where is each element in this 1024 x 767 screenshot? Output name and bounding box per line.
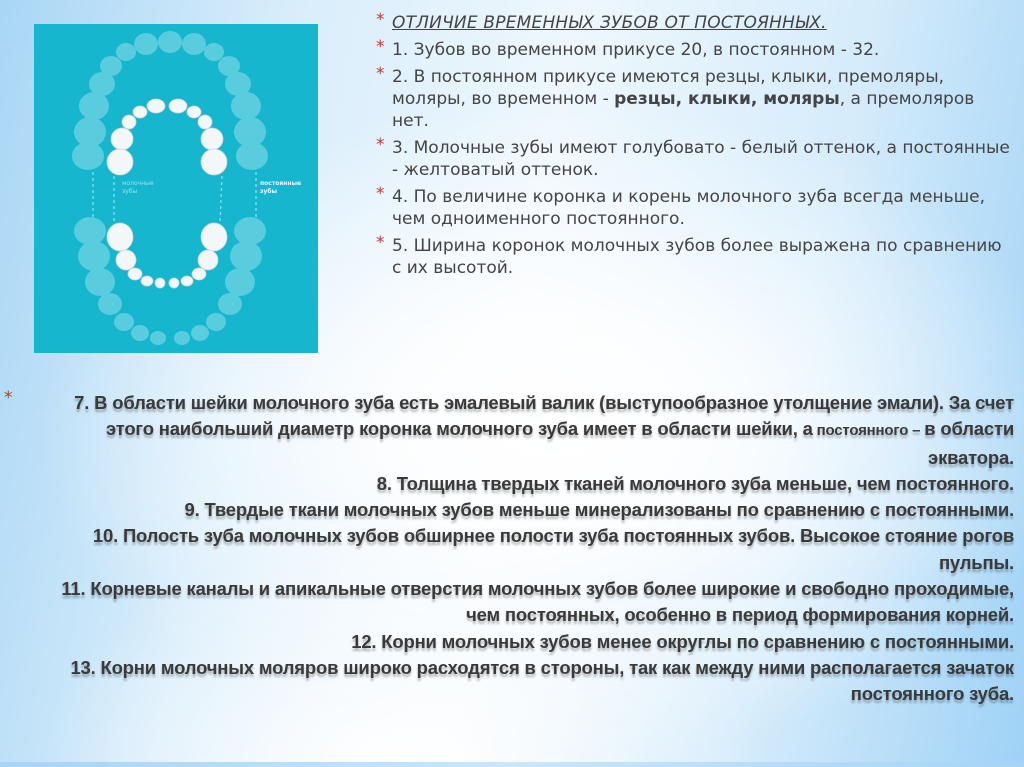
bottom-strip [0,762,1024,767]
permanent-teeth-upper [72,31,268,170]
item-text: 1. Зубов во временном прикусе 20, в постоянном - 32. [392,40,880,60]
list-item [376,137,1016,181]
item-7: 7. В области шейки молочного зуба есть эмалевый валик (выступообразное утолщение эмали). За счет этого наибольший диаметр коронка молочного зуба имеет в области шейки, а постоянного – в области экватора. [74,392,1014,468]
list-item [376,235,1016,279]
list-item [376,39,1016,61]
asterisk-bullet-icon: * [376,37,385,57]
lower-text-block [24,390,1014,708]
primary-teeth-label: молочные зубы [122,180,154,195]
item-text-after: , а премоляров нет. [392,89,975,131]
item-text: 3. Молочные зубы имеют голубовато - белый оттенок, а постоянные - желтоватый оттенок. [392,138,1010,180]
dashed-guides [93,172,256,222]
slide-heading: ОТЛИЧИЕ ВРЕМЕННЫХ ЗУБОВ ОТ ПОСТОЯННЫХ. [392,13,827,33]
item-13: 13. Корни молочных моляров широко расходятся в стороны, так как между ними располагается зачаток постоянного зуба. [70,656,1014,705]
asterisk-bullet-icon: * [376,64,385,84]
heading-item [376,12,1016,34]
item-10: 10. Полость зуба молочных зубов обширнее полости зуба постоянных зубов. Высокое стояние рогов пульпы. [92,525,1014,573]
asterisk-bullet-icon: * [376,135,385,155]
primary-teeth-lower [107,223,227,288]
item-8: 8. Толщина твердых тканей молочного зуба меньше, чем постоянного. [376,472,1014,494]
item-text: 5. Ширина коронок молочных зубов более выражена по сравнению с их высотой. [392,236,1002,278]
list-item [376,66,1016,132]
item-text: 4. По величине коронка и корень молочного зуба всегда меньше, чем одноименного постоянного. [392,187,986,229]
item-12: 12. Корни молочных зубов менее округлы по сравнению с постоянными. [351,630,1014,652]
asterisk-bullet-icon: * [376,184,385,204]
item-9: 9. Твердые ткани молочных зубов меньше минерализованы по сравнению с постоянными. [184,499,1014,521]
upper-bullet-list [376,12,1016,284]
list-item [376,186,1016,230]
asterisk-bullet-icon: * [376,233,385,253]
asterisk-bullet-icon: * [4,388,13,408]
asterisk-bullet-icon: * [376,10,385,30]
item-text-bold: резцы, клыки, моляры [614,89,840,109]
permanent-teeth-label: постоянные зубы [260,180,302,195]
primary-teeth-upper [107,99,227,175]
item-11: 11. Корневые каналы и апикальные отверстия молочных зубов более широкие и свободно проходимые, чем постоянных, особенно в период формирования корней. [61,578,1014,626]
item-text: 2. В постоянном прикусе имеются резцы, клыки, премоляры, моляры, во временном - [392,67,945,109]
dental-arch-diagram [34,24,318,353]
